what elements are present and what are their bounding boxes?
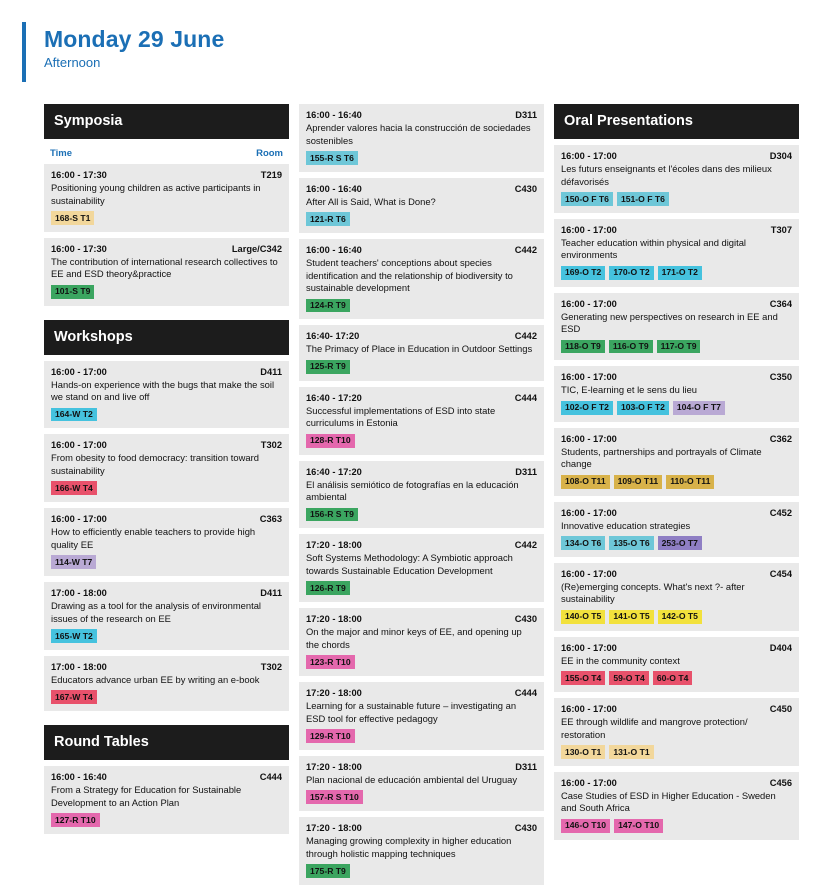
session-codes xyxy=(306,212,537,226)
session-time: 16:40 - 17:20 xyxy=(306,466,362,477)
session-codes xyxy=(306,299,537,313)
session-codes xyxy=(561,671,792,685)
session-meta xyxy=(306,762,537,772)
session-code-badge: 135-O T6 xyxy=(609,536,653,550)
session-meta xyxy=(561,778,792,788)
session-meta xyxy=(561,704,792,714)
section-header: Workshops xyxy=(44,320,289,355)
session-code-badge: 109-O T11 xyxy=(614,475,663,489)
session-time: 17:20 - 18:00 xyxy=(306,540,362,551)
session-code-badge: 156-R S T9 xyxy=(306,508,358,522)
section-spacer xyxy=(44,312,289,320)
session-entry[interactable] xyxy=(299,608,544,676)
session-code-badge: 128-R T10 xyxy=(306,434,355,448)
column-header-time: Time xyxy=(50,148,73,159)
session-time: 16:00 - 17:00 xyxy=(561,704,617,714)
session-codes xyxy=(51,813,282,827)
page-subtitle: Afternoon xyxy=(44,55,101,70)
session-title: Student teachers' conceptions about species identification and the relationship of biodiversity to sustainable development xyxy=(306,257,513,294)
session-entry[interactable] xyxy=(299,756,544,811)
session-time: 16:00 - 17:30 xyxy=(51,243,107,254)
session-title: Plan nacional de educación ambiental del Uruguay xyxy=(306,773,518,785)
session-code-badge: 116-O T9 xyxy=(609,340,653,354)
session-entry[interactable] xyxy=(44,508,289,576)
session-code-badge: 127-R T10 xyxy=(51,813,100,827)
session-meta xyxy=(306,331,537,341)
session-codes xyxy=(561,610,792,624)
session-time: 16:00 - 17:00 xyxy=(561,151,617,161)
session-code-badge: 167-W T4 xyxy=(51,690,97,704)
session-code-badge: 104-O F T7 xyxy=(673,401,725,415)
session-code-badge: 165-W T2 xyxy=(51,629,97,643)
session-code-badge: 110-O T11 xyxy=(666,475,714,489)
session-entry[interactable] xyxy=(554,698,799,766)
session-meta xyxy=(306,393,537,403)
session-room: C442 xyxy=(514,245,537,256)
session-codes xyxy=(306,151,537,165)
session-codes xyxy=(51,690,282,704)
session-title: Les futurs enseignants et l'écoles dans des milieux défavorisés xyxy=(561,163,772,187)
session-room: C456 xyxy=(769,777,792,788)
session-time: 16:00 - 17:00 xyxy=(561,298,617,309)
session-room: C452 xyxy=(769,507,792,518)
session-title: Successful implementations of ESD into state curriculums in Estonia xyxy=(306,404,496,429)
session-title: Innovative education strategies xyxy=(561,519,691,531)
session-room: D304 xyxy=(769,151,792,161)
session-title: Drawing as a tool for the analysis of environmental issues of the research on EE xyxy=(51,600,262,624)
session-codes xyxy=(306,655,537,669)
session-time: 17:20 - 18:00 xyxy=(306,761,362,772)
session-room: Large/C342 xyxy=(231,243,282,254)
session-entry[interactable] xyxy=(44,238,289,306)
session-time: 16:40- 17:20 xyxy=(306,331,360,342)
session-codes xyxy=(561,475,792,489)
session-codes xyxy=(561,266,792,280)
session-entry[interactable] xyxy=(554,145,799,213)
session-title: Educators advance urban EE by writing an e-book xyxy=(51,673,260,685)
session-code-badge: 103-O F T2 xyxy=(617,401,669,415)
session-entry[interactable] xyxy=(299,461,544,529)
session-code-badge: 118-O T9 xyxy=(561,340,605,354)
session-code-badge: 114-W T7 xyxy=(51,555,96,569)
session-title: The Primacy of Place in Education in Outdoor Settings xyxy=(306,343,533,355)
session-entry[interactable] xyxy=(299,239,544,319)
session-meta xyxy=(306,823,537,833)
section-header: Oral Presentations xyxy=(554,104,799,139)
session-title: Positioning young children as active participants in sustainability xyxy=(51,182,261,206)
session-meta xyxy=(306,184,537,194)
session-code-badge: 131-O T1 xyxy=(609,745,653,759)
section-header: Symposia xyxy=(44,104,289,139)
session-codes xyxy=(306,360,537,374)
session-code-badge: 60-O T4 xyxy=(653,671,693,685)
session-code-badge: 168-S T1 xyxy=(51,211,94,225)
session-entry[interactable] xyxy=(299,682,544,750)
session-room: C454 xyxy=(769,568,792,579)
session-title: TIC, E-learning et le sens du lieu xyxy=(561,384,698,396)
session-codes xyxy=(561,340,792,354)
session-title: Learning for a sustainable future – investigating an ESD tool for effective pedagogy xyxy=(306,700,517,724)
session-meta xyxy=(306,467,537,477)
session-room: C430 xyxy=(514,183,537,194)
session-meta xyxy=(306,110,537,120)
session-meta xyxy=(561,508,792,518)
session-title: El análisis semiótico de fotografías en la educación ambiental xyxy=(306,478,519,503)
session-time: 16:00 - 17:00 xyxy=(51,514,107,525)
session-room: C430 xyxy=(514,614,537,625)
schedule-columns xyxy=(44,104,800,891)
session-code-badge: 157-R S T10 xyxy=(306,790,363,804)
session-time: 16:00 - 17:00 xyxy=(51,440,107,451)
session-entry[interactable] xyxy=(554,428,799,496)
session-codes xyxy=(51,408,282,422)
session-code-badge: 146-O T10 xyxy=(561,819,610,833)
session-code-badge: 171-O T2 xyxy=(658,266,702,280)
page-title: Monday 29 June xyxy=(44,26,225,52)
session-entry[interactable] xyxy=(554,293,799,361)
session-code-badge: 155-O T4 xyxy=(561,671,605,685)
session-codes xyxy=(51,629,282,643)
session-code-badge: 253-O T7 xyxy=(658,536,702,550)
session-room: D311 xyxy=(515,110,537,120)
session-room: C444 xyxy=(514,688,537,698)
session-title: Students, partnerships and portrayals of Climate change xyxy=(561,445,762,470)
session-room: C444 xyxy=(259,772,282,783)
session-meta xyxy=(561,151,792,161)
session-meta xyxy=(51,662,282,672)
session-code-badge: 108-O T11 xyxy=(561,475,610,489)
session-meta xyxy=(51,588,282,598)
session-codes xyxy=(306,508,537,522)
session-code-badge: 140-O T5 xyxy=(561,610,605,624)
session-title: How to efficiently enable teachers to provide high quality EE xyxy=(51,526,256,550)
session-meta xyxy=(561,643,792,653)
session-room: T307 xyxy=(770,224,792,235)
session-meta xyxy=(306,540,537,550)
session-meta xyxy=(306,688,537,698)
session-title: From a Strategy for Education for Sustainable Development to an Action Plan xyxy=(51,784,242,808)
session-time: 16:00 - 17:00 xyxy=(561,372,617,383)
session-title: The contribution of international research collectives to EE and ESD theory&practice xyxy=(51,255,278,280)
session-meta xyxy=(306,614,537,624)
session-codes xyxy=(51,481,282,495)
session-title: Case Studies of ESD in Higher Education - Sweden and South Africa xyxy=(561,789,776,814)
session-entry[interactable] xyxy=(299,817,544,885)
session-codes xyxy=(51,555,282,569)
session-title: (Re)emerging concepts. What's next ?- after sustainability xyxy=(561,580,745,605)
session-meta xyxy=(51,440,282,450)
session-meta xyxy=(561,569,792,579)
session-meta xyxy=(561,434,792,444)
session-codes xyxy=(306,729,537,743)
session-room: C362 xyxy=(769,433,792,444)
session-codes xyxy=(561,819,792,833)
session-codes xyxy=(561,536,792,550)
schedule-column xyxy=(554,104,799,891)
session-meta xyxy=(561,372,792,382)
session-time: 17:00 - 18:00 xyxy=(51,661,107,672)
session-room: C450 xyxy=(769,704,792,714)
session-codes xyxy=(51,285,282,299)
session-entry[interactable] xyxy=(44,582,289,650)
session-entry[interactable] xyxy=(299,178,544,233)
session-entry[interactable] xyxy=(44,766,289,834)
session-title: Hands-on experience with the bugs that make the soil we stand on and live off xyxy=(51,378,275,403)
session-title: Teacher education within physical and digital environments xyxy=(561,236,747,261)
session-code-badge: 142-O T5 xyxy=(658,610,702,624)
session-title: On the major and minor keys of EE, and opening up the chords xyxy=(306,626,522,650)
session-time: 16:00 - 17:00 xyxy=(561,433,617,444)
session-code-badge: 166-W T4 xyxy=(51,481,97,495)
session-room: C442 xyxy=(514,331,537,342)
session-codes xyxy=(306,434,537,448)
session-meta xyxy=(51,170,282,180)
session-entry[interactable] xyxy=(44,164,289,232)
session-time: 17:20 - 18:00 xyxy=(306,688,362,698)
session-meta xyxy=(306,245,537,255)
session-meta xyxy=(51,772,282,782)
header-accent-bar xyxy=(22,22,26,82)
session-entry[interactable] xyxy=(554,366,799,421)
session-time: 16:00 - 17:30 xyxy=(51,170,107,180)
session-time: 16:00 - 17:00 xyxy=(51,366,107,377)
session-room: T302 xyxy=(260,440,282,451)
session-codes xyxy=(306,790,537,804)
session-meta xyxy=(51,367,282,377)
session-code-badge: 169-O T2 xyxy=(561,266,605,280)
session-room: C363 xyxy=(259,514,282,525)
session-codes xyxy=(306,864,537,878)
session-code-badge: 175-R T9 xyxy=(306,864,350,878)
session-time: 16:00 - 17:00 xyxy=(561,777,617,788)
session-time: 16:00 - 16:40 xyxy=(306,110,362,120)
session-code-badge: 121-R T6 xyxy=(306,212,350,226)
session-code-badge: 102-O F T2 xyxy=(561,401,613,415)
session-entry[interactable] xyxy=(554,637,799,692)
session-room: C430 xyxy=(514,823,537,834)
session-code-badge: 123-R T10 xyxy=(306,655,355,669)
session-time: 16:00 - 16:40 xyxy=(51,772,107,783)
page-header xyxy=(44,26,224,70)
session-code-badge: 150-O F T6 xyxy=(561,192,613,206)
session-code-badge: 170-O T2 xyxy=(609,266,653,280)
session-codes xyxy=(306,581,537,595)
session-entry[interactable] xyxy=(299,104,544,172)
session-entry[interactable] xyxy=(554,219,799,287)
session-time: 16:40 - 17:20 xyxy=(306,392,362,403)
session-code-badge: 147-O T10 xyxy=(614,819,663,833)
session-meta xyxy=(51,514,282,524)
session-codes xyxy=(561,745,792,759)
session-time: 17:20 - 18:00 xyxy=(306,614,362,625)
session-code-badge: 151-O F T6 xyxy=(617,192,669,206)
session-room: D311 xyxy=(515,761,537,772)
session-meta xyxy=(561,225,792,235)
session-time: 16:00 - 17:00 xyxy=(561,507,617,518)
section-header: Round Tables xyxy=(44,725,289,760)
session-codes xyxy=(561,401,792,415)
session-room: C350 xyxy=(769,372,792,383)
session-title: From obesity to food democracy: transition toward sustainability xyxy=(51,452,259,476)
session-meta xyxy=(51,244,282,254)
session-room: C442 xyxy=(514,540,537,551)
section-spacer xyxy=(44,717,289,725)
session-room: D404 xyxy=(769,642,792,653)
column-headers xyxy=(44,145,289,164)
session-title: EE in the community context xyxy=(561,654,680,666)
session-room: T219 xyxy=(260,170,282,180)
schedule-column xyxy=(44,104,289,891)
session-code-badge: 134-O T6 xyxy=(561,536,605,550)
session-codes xyxy=(561,192,792,206)
session-room: C364 xyxy=(769,298,792,309)
session-code-badge: 130-O T1 xyxy=(561,745,605,759)
schedule-column xyxy=(299,104,544,891)
session-entry[interactable] xyxy=(44,361,289,429)
session-time: 16:00 - 17:00 xyxy=(561,568,617,579)
session-code-badge: 125-R T9 xyxy=(306,360,350,374)
session-entry[interactable] xyxy=(299,325,544,380)
session-entry[interactable] xyxy=(554,563,799,631)
session-code-badge: 124-R T9 xyxy=(306,299,350,313)
session-code-badge: 59-O T4 xyxy=(609,671,649,685)
column-header-room: Room xyxy=(256,148,283,159)
session-title: Aprender valores hacia la construcción de sociedades sostenibles xyxy=(306,122,531,146)
session-room: D411 xyxy=(260,366,282,377)
session-room: C444 xyxy=(514,392,537,403)
session-entry[interactable] xyxy=(299,387,544,455)
session-entry[interactable] xyxy=(44,434,289,502)
session-title: Soft Systems Methodology: A Symbiotic approach towards Sustainable Education Development xyxy=(306,552,513,576)
session-entry[interactable] xyxy=(554,772,799,840)
session-code-badge: 126-R T9 xyxy=(306,581,350,595)
session-time: 16:00 - 17:00 xyxy=(561,224,617,235)
session-code-badge: 164-W T2 xyxy=(51,408,97,422)
session-title: Managing growing complexity in higher education through holistic mapping techniques xyxy=(306,835,512,859)
session-title: After All is Said, What is Done? xyxy=(306,195,436,207)
session-code-badge: 155-R S T6 xyxy=(306,151,358,165)
session-entry[interactable] xyxy=(554,502,799,557)
session-time: 16:00 - 17:00 xyxy=(561,642,617,653)
session-codes xyxy=(51,211,282,225)
session-title: Generating new perspectives on research in EE and ESD xyxy=(561,310,778,335)
session-code-badge: 101-S T9 xyxy=(51,285,94,299)
session-entry[interactable] xyxy=(44,656,289,711)
session-room: T302 xyxy=(260,661,282,672)
session-time: 17:20 - 18:00 xyxy=(306,823,362,834)
session-time: 16:00 - 16:40 xyxy=(306,183,362,194)
session-code-badge: 129-R T10 xyxy=(306,729,355,743)
session-time: 16:00 - 16:40 xyxy=(306,245,362,256)
session-title: EE through wildlife and mangrove protection/ restoration xyxy=(561,716,748,740)
session-code-badge: 117-O T9 xyxy=(657,340,701,354)
session-meta xyxy=(561,299,792,309)
session-code-badge: 141-O T5 xyxy=(609,610,653,624)
session-room: D311 xyxy=(515,466,537,477)
session-entry[interactable] xyxy=(299,534,544,602)
session-room: D411 xyxy=(260,588,282,599)
session-time: 17:00 - 18:00 xyxy=(51,588,107,599)
